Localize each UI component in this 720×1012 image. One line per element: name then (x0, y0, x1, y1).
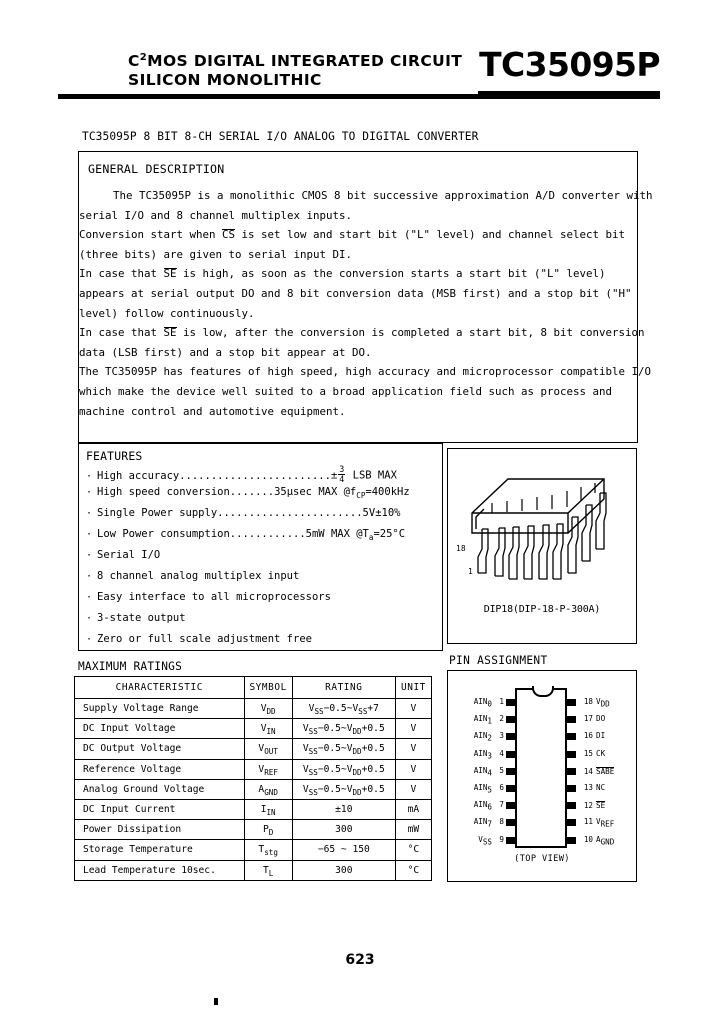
bullet-icon: · (86, 529, 93, 540)
pin-name: AIN3 (473, 748, 492, 761)
feature-item (86, 486, 438, 507)
cell-unit: mA (395, 799, 431, 819)
pin-number: 9 (499, 834, 504, 844)
cell-unit: °C (395, 860, 431, 880)
pin-pad-right (567, 699, 576, 706)
cell-rating: −65 ~ 150 (292, 840, 395, 860)
feature-label: High accuracy (97, 469, 180, 482)
subscript: 4 (487, 768, 492, 778)
header-line1-pre: C (128, 52, 140, 70)
gd-para-2: serial I/O and 8 channel multiplex inputs. (79, 208, 353, 222)
pin-name: DO (596, 714, 606, 724)
pin-name: SABE (596, 766, 615, 776)
feature-label: 8 channel analog multiplex input (97, 570, 300, 582)
gd-para-7: level) follow continuously. (79, 306, 255, 320)
feature-item (86, 570, 438, 591)
subscript: CP (356, 491, 366, 501)
footer-mark (214, 998, 218, 1005)
se-overbar-label-low: SE (163, 326, 177, 340)
pin-label-right (580, 801, 654, 810)
pin-number: 17 (583, 714, 593, 724)
subscript: D (268, 828, 274, 838)
cell-unit: V (395, 699, 431, 719)
subscript: DD (352, 767, 362, 777)
gd-para-10: The TC35095P has features of high speed, high accuracy and microprocessor compatible I/O (79, 365, 652, 379)
feature-item (86, 465, 438, 486)
pin-pad-right (567, 768, 576, 775)
feature-item (86, 612, 438, 633)
cell-unit: °C (395, 840, 431, 860)
pin-name: AIN0 (473, 697, 492, 709)
pin-name: DI (596, 731, 606, 741)
pin-pad-left (506, 699, 515, 706)
features-heading: FEATURES (86, 449, 143, 463)
cell-characteristic: Lead Temperature 10sec. (75, 860, 245, 880)
pin-pad-left (506, 768, 515, 775)
pin-label-left (434, 697, 504, 709)
col-symbol: SYMBOL (244, 677, 292, 699)
gd-para-3-a: Conversion start when (79, 228, 223, 242)
cell-rating: $V_{SS}-0.5\sim V_{SS}+7$ (292, 699, 395, 719)
gd-para-5-b: is high, as soon as the conversion starts a start bit ("L" level) (176, 267, 606, 281)
pin-number: 5 (499, 765, 504, 775)
pin-number: 18 (583, 697, 593, 706)
header-line2: SILICON MONOLITHIC (128, 70, 322, 89)
cell-characteristic: Reference Voltage (75, 759, 245, 779)
gd-para-12: machine control and automotive equipment. (79, 404, 346, 418)
pin-pad-left (506, 733, 515, 740)
pin-label-right (580, 750, 654, 757)
table-row (75, 719, 432, 739)
part-number-title: TC35095P (479, 45, 660, 84)
subscript: 3 (487, 751, 492, 761)
feature-value: 35μsec MAX $@f_{CP}=400kHz$ (274, 486, 410, 501)
feature-item (86, 507, 438, 528)
cell-rating: $V_{SS}-0.5\sim V_{DD}+0.5$ (292, 779, 395, 799)
pin-assignment-diagram (452, 676, 632, 876)
maximum-ratings-heading: MAXIMUM RATINGS (78, 660, 183, 673)
subscript: 0 (487, 699, 492, 709)
pin-number: 7 (499, 800, 504, 810)
pin-pad-left (506, 785, 515, 792)
cell-unit: mW (395, 820, 431, 840)
gd-para-3 (79, 225, 637, 245)
pin-label-left (434, 817, 504, 829)
pin-name: VDD (596, 697, 610, 709)
feature-item (86, 549, 438, 570)
cell-rating: 300 (292, 820, 395, 840)
pin-label-left (434, 714, 504, 726)
pin-label-right (580, 715, 654, 722)
subscript: 2 (487, 733, 492, 743)
leader-dots: ........................ (179, 469, 331, 482)
cell-rating: $V_{SS}-0.5\sim V_{DD}+0.5$ (292, 719, 395, 739)
table-row (75, 699, 432, 719)
cell-characteristic: Power Dissipation (75, 820, 245, 840)
gd-para-11: which make the device well suited to a broad application field such as process and (79, 384, 613, 398)
fraction: $\frac{3}{4}$ (339, 464, 345, 484)
page-number: 623 (345, 952, 375, 968)
cell-symbol: $T_L$ (244, 860, 292, 880)
pin-pad-left (506, 751, 515, 758)
subscript: SS (308, 767, 318, 777)
feature-value: ± $\frac{3}{4}$ LSB MAX (330, 464, 397, 484)
subscript: DD (352, 787, 362, 797)
cell-characteristic: DC Output Voltage (75, 739, 245, 759)
cell-symbol: $T_{stg}$ (244, 840, 292, 860)
se-overbar-label-high: SE (163, 267, 177, 281)
pin-number: 3 (499, 731, 504, 741)
bullet-icon: · (86, 571, 93, 582)
cell-characteristic: Supply Voltage Range (75, 699, 245, 719)
bullet-icon: · (86, 487, 93, 498)
pin-assignment-heading: PIN ASSIGNMENT (449, 654, 548, 667)
general-description-heading: GENERAL DESCRIPTION (88, 162, 225, 176)
general-description-body (79, 186, 653, 421)
gd-para-4: (three bits) are given to serial input DI. (79, 247, 353, 261)
pin-number: 14 (583, 766, 593, 776)
feature-label: 3-state output (97, 612, 186, 624)
pin-name: SE (596, 801, 606, 811)
pin-label-left (434, 748, 504, 761)
pin-pad-right (567, 751, 576, 758)
pin-number: 8 (499, 817, 504, 827)
subscript: 6 (487, 802, 492, 812)
bullet-icon: · (86, 613, 93, 624)
maximum-ratings-table (74, 676, 432, 881)
col-rating: RATING (292, 677, 395, 699)
cell-symbol: $I_{IN}$ (244, 799, 292, 819)
gd-para-3-b: is set low and start bit ("L" level) and channel select bit (235, 228, 626, 242)
pin-label-right (580, 817, 654, 829)
pin-name: AIN6 (473, 800, 492, 812)
cell-characteristic: DC Input Current (75, 799, 245, 819)
subscript: DD (352, 747, 362, 757)
pin-number: 4 (499, 748, 504, 758)
cs-overbar-label: CS (222, 228, 236, 242)
pin-pad-left (506, 819, 515, 826)
subscript: 1 (487, 716, 492, 726)
pin-name: AGND (596, 834, 615, 847)
pin-number: 16 (583, 731, 593, 741)
feature-label: Low Power consumption (97, 528, 230, 540)
feature-value: 5mW MAX $@T_a=25^\circ C$ (305, 528, 406, 543)
subscript: REF (600, 819, 615, 829)
pin-pad-right (567, 716, 576, 723)
subscript: IN (266, 727, 276, 737)
pin-number: 15 (583, 748, 593, 758)
pin18-marker: 18 (456, 544, 466, 553)
gd-para-8-b: is low, after the conversion is completed a start bit, 8 bit conversion (176, 326, 645, 340)
pin-number: 2 (499, 714, 504, 724)
pin-pad-right (567, 802, 576, 809)
cell-symbol: $V_{OUT}$ (244, 739, 292, 759)
page-header (0, 0, 720, 110)
subscript: SS (482, 837, 492, 847)
pin-name: AIN2 (473, 731, 492, 743)
package-label: DIP18(DIP-18-P-300A) (483, 604, 601, 615)
feature-item (86, 528, 438, 549)
pin-name: AIN1 (473, 714, 492, 726)
pin-number: 10 (583, 834, 593, 844)
feature-item (86, 591, 438, 612)
cell-rating: $V_{SS}-0.5\sim V_{DD}+0.5$ (292, 759, 395, 779)
cell-symbol: $V_{DD}$ (244, 699, 292, 719)
pin-label-left (434, 834, 504, 847)
chip-outline (515, 688, 567, 848)
pin-label-right (580, 767, 654, 776)
gd-para-5-a: In case that (79, 267, 164, 281)
subscript: SS (314, 707, 324, 716)
subscript: 5 (487, 785, 492, 795)
cell-unit: V (395, 719, 431, 739)
gd-para-8 (79, 323, 645, 343)
subscript: SS (358, 707, 368, 716)
feature-label: High speed conversion (97, 486, 230, 498)
pin-label-right (580, 784, 654, 791)
table-row (75, 759, 432, 779)
bullet-icon: · (86, 592, 93, 603)
table-row (75, 799, 432, 819)
feature-value: 5V±10% (362, 507, 401, 519)
feature-label: Single Power supply (97, 507, 218, 519)
cell-rating: ±10 (292, 799, 395, 819)
gd-para-9: data (LSB first) and a stop bit appear at DO. (79, 345, 372, 359)
cell-symbol: $A_{GND}$ (244, 779, 292, 799)
pin-pad-right (567, 785, 576, 792)
pin-label-left (434, 783, 504, 795)
cell-unit: V (395, 739, 431, 759)
subscript: REF (264, 767, 278, 777)
pin-name: NC (596, 783, 606, 792)
table-row (75, 840, 432, 860)
pin-name: AIN4 (473, 765, 492, 778)
subscript: a (368, 533, 374, 543)
leader-dots: ....... (229, 486, 275, 498)
pin-label-right (580, 732, 654, 739)
subscript: DD (600, 699, 610, 709)
cell-characteristic: DC Input Voltage (75, 719, 245, 739)
pin-label-right (580, 834, 654, 847)
cell-characteristic: Storage Temperature (75, 840, 245, 860)
header-line1-post: MOS DIGITAL INTEGRATED CIRCUIT (147, 52, 463, 70)
table-row (75, 860, 432, 880)
header-line1-superscript: 2 (139, 51, 148, 63)
table-row (75, 739, 432, 759)
cell-characteristic: Analog Ground Voltage (75, 779, 245, 799)
pin-view-note: (TOP VIEW) (514, 854, 570, 864)
pin1-marker: 1 (468, 567, 473, 576)
pin-pad-right (567, 837, 576, 844)
feature-label: Zero or full scale adjustment free (97, 633, 312, 645)
pin-pad-left (506, 837, 515, 844)
pin-number: 12 (583, 801, 593, 811)
subscript: OUT (264, 747, 278, 757)
subscript: stg (264, 848, 278, 858)
pin-label-left (434, 731, 504, 743)
features-list (86, 465, 438, 654)
subscript: L (268, 868, 274, 878)
bullet-icon: · (86, 550, 93, 561)
cell-rating: 300 (292, 860, 395, 880)
cell-unit: V (395, 779, 431, 799)
cell-symbol: $V_{IN}$ (244, 719, 292, 739)
subscript: 7 (487, 819, 492, 829)
col-unit: UNIT (395, 677, 431, 699)
pin-pad-right (567, 819, 576, 826)
cell-symbol: $V_{REF}$ (244, 759, 292, 779)
pin-number: 1 (499, 697, 504, 706)
pin-name: CK (596, 748, 606, 758)
pin-pad-right (567, 733, 576, 740)
bullet-icon: · (86, 470, 93, 482)
subscript: DD (266, 707, 276, 716)
gd-para-5 (79, 264, 637, 284)
pin-label-left (434, 800, 504, 812)
table-row (75, 820, 432, 840)
subscript: IN (266, 807, 276, 817)
header-rule-right (478, 91, 660, 99)
pin-label-right (580, 697, 654, 709)
pin-name: AIN7 (473, 817, 492, 829)
pin-name: VSS (478, 834, 492, 847)
bullet-icon: · (86, 634, 93, 645)
pin-name: VREF (596, 817, 615, 829)
pin-name: AIN5 (473, 783, 492, 795)
gd-para-8-a: In case that (79, 326, 164, 340)
page-title: TC35095P 8 BIT 8-CH SERIAL I/O ANALOG TO DIGITAL CONVERTER (82, 130, 479, 143)
pin-number: 13 (583, 783, 593, 792)
col-characteristic: CHARACTERISTIC (75, 677, 245, 699)
leader-dots: ............ (229, 528, 306, 540)
pin-number: 11 (583, 817, 593, 827)
bullet-icon: · (86, 508, 93, 519)
pin-label-left (434, 765, 504, 778)
cell-unit: V (395, 759, 431, 779)
cell-symbol: $P_D$ (244, 820, 292, 840)
pin-pad-left (506, 716, 515, 723)
gd-para-6: appears at serial output DO and 8 bit conversion data (MSB first) and a stop bit ("H" (79, 286, 632, 300)
subscript: GND (264, 787, 278, 797)
pin-pad-left (506, 802, 515, 809)
feature-label: Serial I/O (97, 549, 161, 561)
subscript: GND (600, 837, 615, 847)
subscript: DD (352, 727, 362, 737)
subscript: SS (308, 727, 318, 737)
dip18-package-illustration (452, 455, 632, 605)
maximum-ratings-body (75, 699, 432, 881)
feature-item (86, 633, 438, 654)
leader-dots: ....................... (217, 507, 363, 519)
subscript: SS (308, 747, 318, 757)
gd-para-1: The TC35095P is a monolithic CMOS 8 bit successive approximation A/D converter with (113, 189, 653, 202)
pin-number: 6 (499, 783, 504, 792)
cell-rating: $V_{SS}-0.5\sim V_{DD}+0.5$ (292, 739, 395, 759)
subscript: SS (308, 787, 318, 797)
table-row (75, 779, 432, 799)
header-line1 (128, 52, 462, 70)
table-header-row (75, 677, 432, 699)
feature-label: Easy interface to all microprocessors (97, 591, 331, 603)
